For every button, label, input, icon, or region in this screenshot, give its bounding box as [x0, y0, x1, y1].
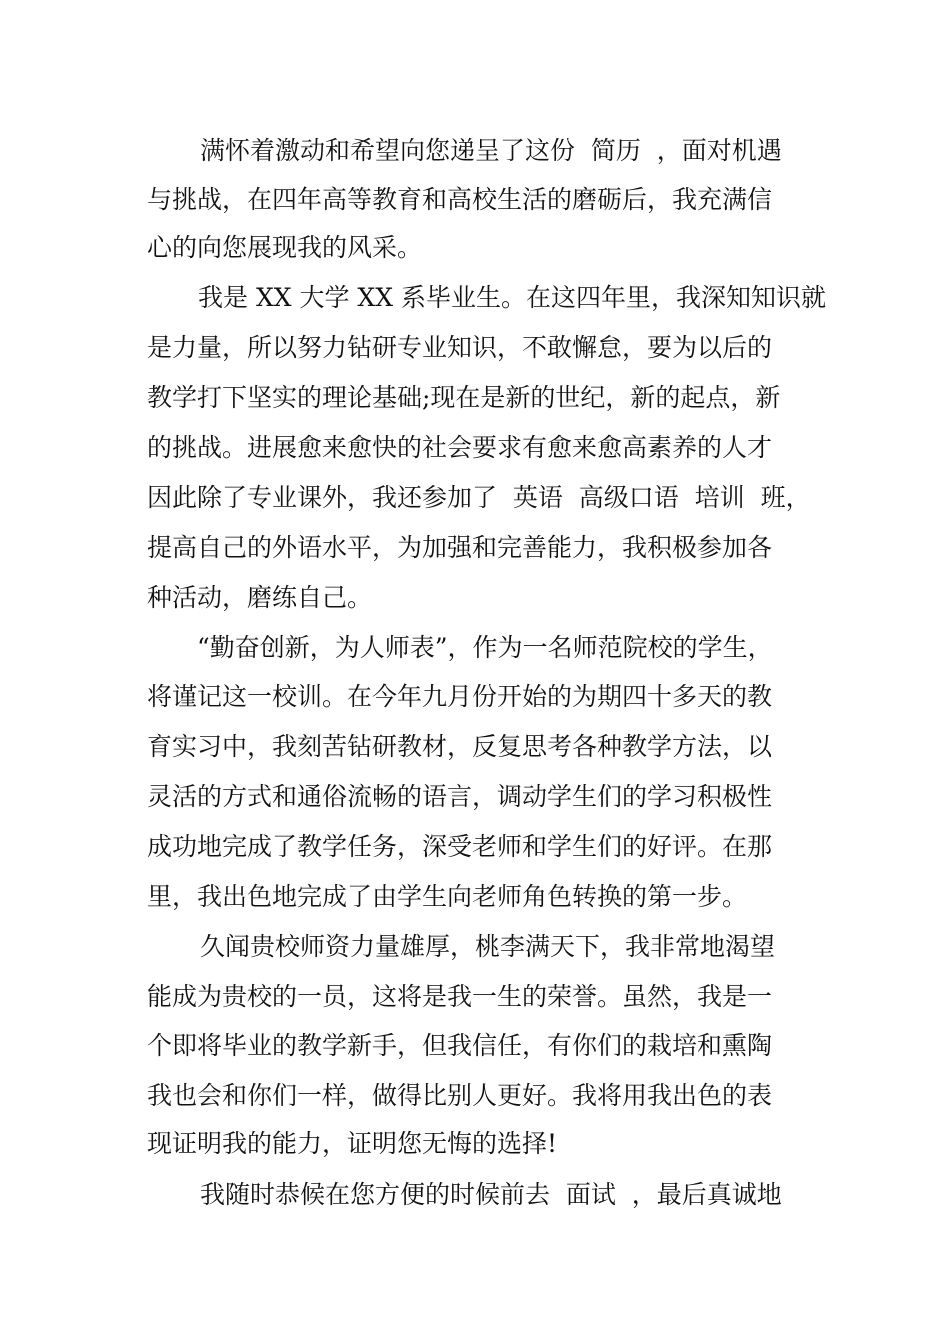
paragraph-3-line-1: “勤奋创新，为人师表”，作为一名师范院校的学生，: [197, 633, 773, 662]
paragraph-2-line-1: 我是 XX 大学 XX 系毕业生。在这四年里，我深知知识就: [198, 283, 826, 312]
paragraph-1-line-3: 心的向您展现我的风采。: [147, 233, 423, 262]
paragraph-3-line-4: 灵活的方式和通俗流畅的语言，调动学生们的学习积极性: [147, 782, 773, 811]
paragraph-4-line-1: 久闻贵校师资力量雄厚，桃李满天下，我非常地渴望: [200, 932, 776, 961]
paragraph-1-line-1: 满怀着激动和希望向您递呈了这份 简历 ，面对机遇: [200, 136, 782, 165]
paragraph-3-line-3: 育实习中，我刻苦钻研教材，反复思考各种教学方法，以: [147, 732, 773, 761]
paragraph-5-line-1: 我随时恭候在您方便的时候前去 面试 ，最后真诚地: [200, 1180, 782, 1209]
paragraph-1-line-2: 与挑战，在四年高等教育和高校生活的磨砺后，我充满信: [147, 185, 773, 214]
paragraph-3-line-5: 成功地完成了教学任务，深受老师和学生们的好评。在那: [147, 832, 773, 861]
paragraph-4-line-5: 现证明我的能力，证明您无悔的选择!: [147, 1129, 558, 1158]
paragraph-3-line-6: 里，我出色地完成了由学生向老师角色转换的第一步。: [147, 882, 748, 911]
paragraph-2-line-6: 提高自己的外语水平，为加强和完善能力，我积极参加各: [147, 533, 773, 562]
paragraph-2-line-7: 种活动，磨练自己。: [147, 583, 373, 612]
paragraph-2-line-4: 的挑战。进展愈来愈快的社会要求有愈来愈高素养的人才: [147, 433, 773, 462]
paragraph-2-line-3: 教学打下坚实的理论基础;现在是新的世纪，新的起点，新: [147, 383, 781, 412]
paragraph-4-line-4: 我也会和你们一样，做得比别人更好。我将用我出色的表: [147, 1081, 773, 1110]
paragraph-2-line-5: 因此除了专业课外，我还参加了 英语 高级口语 培训 班，: [147, 483, 811, 512]
paragraph-3-line-2: 将谨记这一校训。在今年九月份开始的为期四十多天的教: [147, 682, 773, 711]
paragraph-2-line-2: 是力量，所以努力钻研专业知识，不敢懈怠，要为以后的: [147, 333, 773, 362]
paragraph-4-line-3: 个即将毕业的教学新手，但我信任，有你们的栽培和熏陶: [147, 1031, 773, 1060]
paragraph-4-line-2: 能成为贵校的一员，这将是我一生的荣誉。虽然，我是一: [147, 982, 773, 1011]
